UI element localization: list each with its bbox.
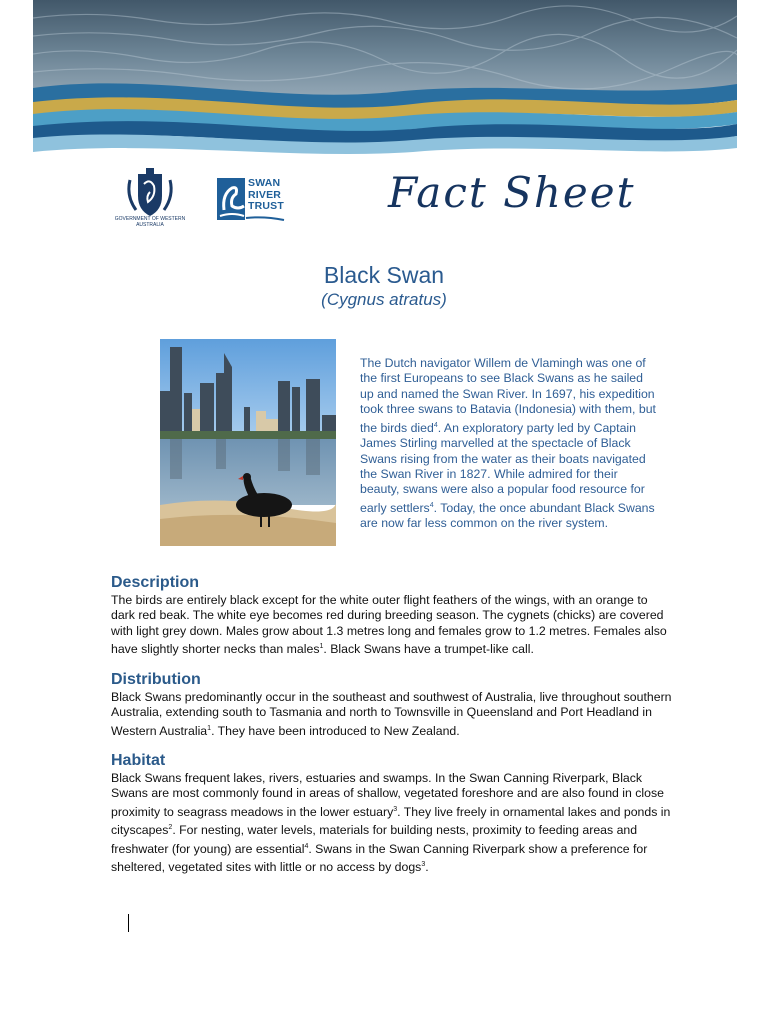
intro-ref-1: 4 xyxy=(433,421,438,429)
intro-ref-2: 4 xyxy=(429,501,434,509)
distribution-text-2: . They have been introduced to New Zealand. xyxy=(211,723,460,738)
srt-line-1: SWAN xyxy=(248,177,281,189)
government-logo-text: GOVERNMENT OF WESTERN AUSTRALIA xyxy=(114,216,186,228)
srt-line-3: TRUST xyxy=(248,200,284,212)
habitat-ref-1: 3 xyxy=(393,805,398,813)
intro-text-2: . An exploratory party led by Captain James Stirling marvelled at the spectacle of Black Swans rising from the water as their boats navigated the Swan River in 1827. While admired for their beauty, swans were also a popular food resource for early settlers xyxy=(360,420,646,515)
srt-line-2: RIVER xyxy=(248,188,282,201)
intro-text-3: . Today, the once abundant Black Swans are now far less common on the river system. xyxy=(360,500,655,531)
description-text-1: The birds are entirely black except for the white outer flight feathers of the wings, with an orange to dark red beak. The white eye becomes red during breeding season. The cygnets (chicks) are covered with light grey down. Males grow about 1.3 metres long and females grow to 1.2 metres. Females also have slightly shorter necks than males xyxy=(111,593,667,657)
swan-river-trust-logo-text xyxy=(248,178,284,213)
distribution-ref-1: 1 xyxy=(207,724,212,732)
text-cursor xyxy=(128,914,129,932)
habitat-text-5: . xyxy=(425,860,429,875)
habitat-ref-3: 4 xyxy=(304,842,309,850)
page-title: Black Swan xyxy=(323,262,445,288)
habitat-text-1: Black Swans frequent lakes, rivers, estuaries and swamps. In the Swan Canning Riverpark, Black Swans are most commonly found in areas of shallow, vegetated foreshore and are also found in close proximity to seagrass meadows in the lower estuary xyxy=(111,771,664,819)
habitat-ref-4: 3 xyxy=(421,861,426,869)
distribution-heading: Distribution xyxy=(111,671,201,688)
habitat-text-4: . Swans in the Swan Canning Riverpark show a preference for sheltered, vegetated sites with little or no access by dogs xyxy=(111,841,648,875)
habitat-ref-2: 2 xyxy=(168,824,173,832)
habitat-text-2: . They live freely in ornamental lakes and ponds in cityscapes xyxy=(111,804,671,838)
description-ref-1: 1 xyxy=(319,643,324,651)
habitat-heading: Habitat xyxy=(111,752,166,769)
header-banner xyxy=(33,0,737,158)
scientific-name: (Cygnus atratus) xyxy=(321,290,447,309)
fact-sheet-title: Fact Sheet xyxy=(388,168,636,217)
description-text-2: . Black Swans have a trumpet-like call. xyxy=(323,642,534,657)
habitat-paragraph xyxy=(111,771,673,876)
black-swan-photo xyxy=(160,339,336,546)
intro-text-1: The Dutch navigator Willem de Vlamingh was one of the first Europeans to see Black Swans as he sailed up and named the Swan River. In 1697, his expedition took three swans to Batavia (Indonesia) with them, but the birds died xyxy=(360,356,656,435)
intro-paragraph xyxy=(360,356,660,532)
distribution-text-1: Black Swans predominantly occur in the southeast and southwest of Australia, live throughout southern Australia, extending south to Tasmania and north to Townsville in Queensland and Port Headland in Western Australia xyxy=(111,690,672,738)
description-heading: Description xyxy=(111,574,200,591)
distribution-paragraph xyxy=(111,690,673,739)
habitat-text-3: . For nesting, water levels, materials for building nests, proximity to feeding areas and freshwater (for young) are essential xyxy=(111,823,638,856)
description-paragraph xyxy=(111,593,673,658)
